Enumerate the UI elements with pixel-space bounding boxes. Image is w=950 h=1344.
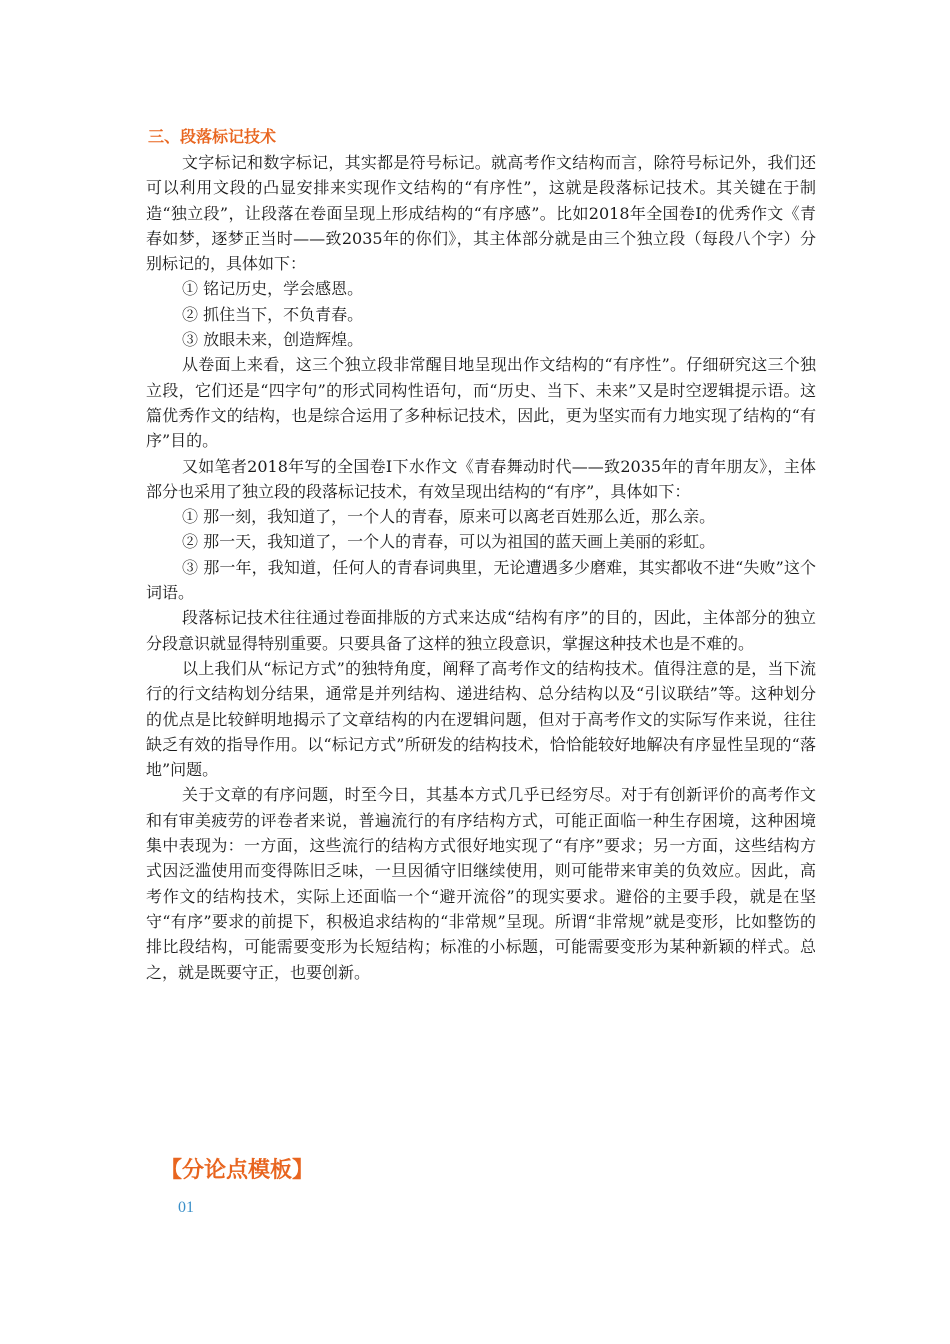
template-heading: 【分论点模板】	[160, 1158, 315, 1183]
paragraph: 关于文章的有序问题，时至今日，其基本方式几乎已经穷尽。对于有创新评价的高考作文和有审美疲劳的评卷者来说，普遍流行的有序结构方式，可能正面临一种生存困境，这种困境集中表现为：一方面，这些流行的结构方式很好地实现了“有序”要求；另一方面，这些结构方式因泛滥使用而变得陈旧乏味，一旦因循守旧继续使用，则可能带来审美的负效应。因此，高考作文的结构技术，实际上还面临一个“避开流俗”的现实要求。避俗的主要手段，就是在坚守“有序”要求的前提下，积极追求结构的“非常规”呈现。所谓“非常规”就是变形，比如整饬的排比段结构，可能需要变形为长短结构；标准的小标题，可能需要变形为某种新颖的样式。总之，就是既要守正，也要创新。	[146, 785, 816, 982]
paragraph: 段落标记技术往往通过卷面排版的方式来达成“结构有序”的目的，因此，主体部分的独立分段意识就显得特别重要。只要具备了这样的独立段意识，掌握这种技术也是不难的。	[146, 608, 816, 653]
list-item: ③ 那一年，我知道，任何人的青春词典里，无论遭遇多少磨难，其实都收不进“失败”这个词语。	[146, 557, 816, 603]
section-heading: 三、段落标记技术	[148, 127, 277, 146]
list-item: ① 那一刻，我知道了，一个人的青春，原来可以离老百姓那么近，那么亲。	[182, 507, 716, 527]
list-item: ② 抓住当下，不负青春。	[182, 304, 364, 324]
list-item: ② 那一天，我知道了，一个人的青春，可以为祖国的蓝天画上美丽的彩虹。	[182, 532, 716, 552]
list-item: ③ 放眼未来，创造辉煌。	[182, 330, 364, 350]
paragraph: 又如笔者2018年写的全国卷Ⅰ下水作文《青春舞动时代——致2035年的青年朋友》，主体部分也采用了独立段的段落标记技术，有效呈现出结构的“有序”，具体如下：	[146, 456, 816, 501]
paragraph: 以上我们从“标记方式”的独特角度，阐释了高考作文的结构技术。值得注意的是，当下流行的行文结构划分结果，通常是并列结构、递进结构、总分结构以及“引议联结”等。这种划分的优点是比较鲜明地揭示了文章结构的内在逻辑问题，但对于高考作文的实际写作来说，往往缺乏有效的指导作用。以“标记方式”所研发的结构技术，恰恰能较好地解决有序显性呈现的“落地”问题。	[146, 658, 816, 780]
list-item: ① 铭记历史，学会感恩。	[182, 279, 364, 299]
document-body	[146, 124, 816, 985]
paragraph: 从卷面上来看，这三个独立段非常醒目地呈现出作文结构的“有序性”。仔细研究这三个独立段，它们还是“四字句”的形式同构性语句，而“历史、当下、未来”又是时空逻辑提示语。这篇优秀作文的结构，也是综合运用了多种标记技术，因此，更为坚实而有力地实现了结构的“有序”目的。	[146, 355, 816, 451]
paragraph: 文字标记和数字标记，其实都是符号标记。就高考作文结构而言，除符号标记外，我们还可以利用文段的凸显安排来实现作文结构的“有序性”，这就是段落标记技术。其关键在于制造“独立段”，让段落在卷面呈现上形成结构的“有序感”。比如2018年全国卷Ⅰ的优秀作文《青春如梦，逐梦正当时——致2035年的你们》，其主体部分就是由三个独立段（每段八个字）分别标记的，具体如下：	[146, 153, 816, 274]
template-number: 01	[178, 1199, 194, 1216]
